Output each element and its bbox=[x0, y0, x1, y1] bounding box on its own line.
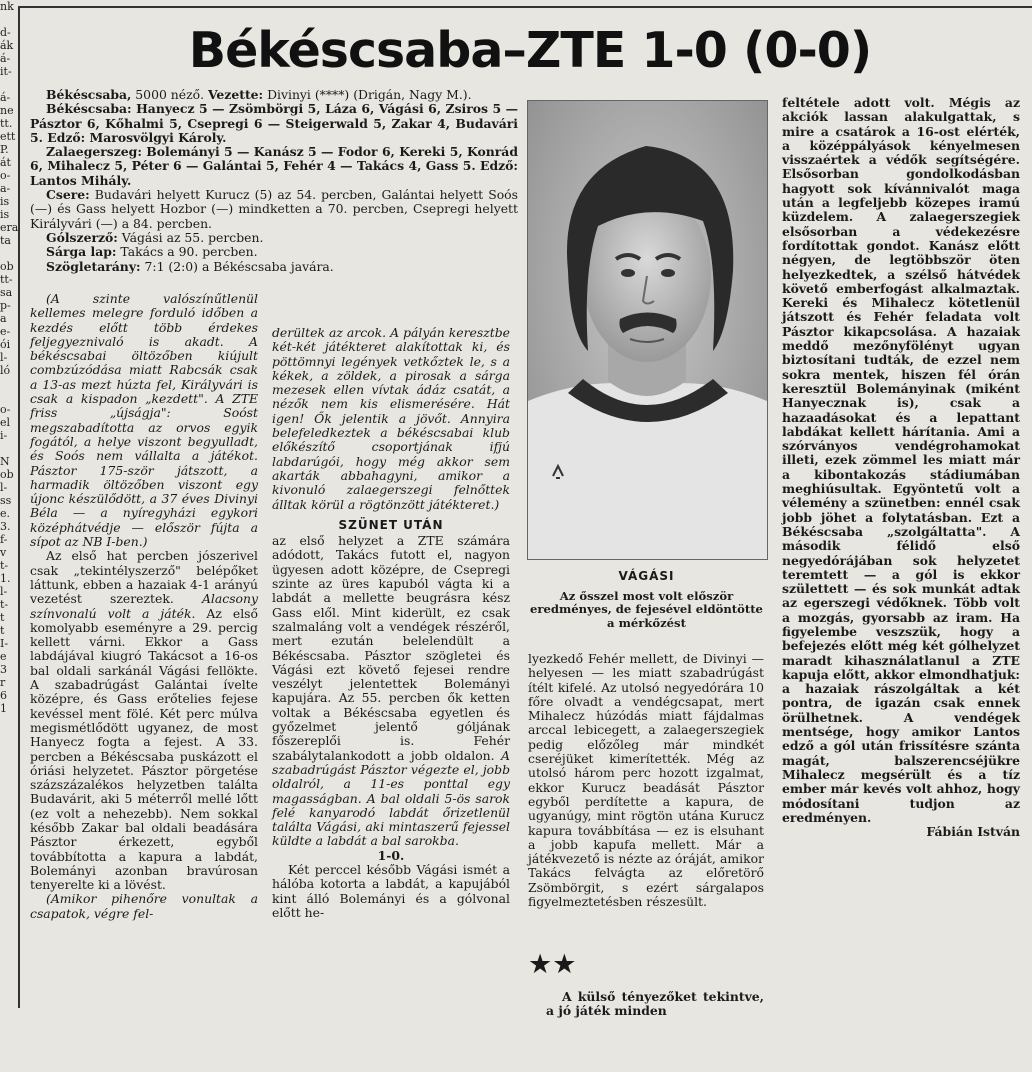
venue-city: Békéscsaba, bbox=[46, 87, 132, 102]
analysis-intro: A külső tényezőket tekintve, a jó játék minden bbox=[546, 989, 764, 1019]
home-team-label: Békéscsaba: bbox=[46, 101, 132, 117]
photo-caption bbox=[527, 570, 766, 630]
first-half-verdict: Alacsony színvonalú volt a játék. bbox=[30, 591, 258, 621]
home-lineup: Hanyecz 5 — Zsömbörgi 5, Láza 6, Vágási 6, Zsiros 5 — Pásztor 6, Kőhalmi 5, Csepregi 6 — Steigerwald 5, Zakar 4, Budavári 5. Edző: Marosvölgyi Károly. bbox=[30, 101, 518, 145]
subs-label: Csere: bbox=[46, 187, 90, 203]
second-half-text-2: Két perccel később Vágási ismét a hálóba kotorta a labdát, a kapujából kint álló Bolemányi és a gólvonal előtt he- bbox=[272, 861, 510, 920]
article-column-4 bbox=[782, 96, 1020, 839]
first-half-text-b: Az első komolyabb eseményre a 29. percig kellett várni. Ekkor a Gass labdájával kiugró Takácsot a 16-os bal oldali sarkánál Vágási fellökte. A szabadrúgást Galántai ívelte középre, és Gass erőtelies fejese kevéssel ment fölé. Két perc múlva megismétlődött ugyanez, de most Hanyecz fogta a fejest. A 33. percben a Békéscsaba puskázott el óriási helyzetet. Pásztor pörgetése százszázalékos helyzetben találta Budavárit, aki 5 méterről mellé lőtt (ez volt a nehezebb). Nem sokkal később Zakar bal oldali beadására Pásztor érkezett, egyből továbbította a kapura a labdát, Bolemányi azonban bravúrosan tenyerelte ki a lövést. bbox=[30, 605, 258, 893]
analysis-text: feltétele adott volt. Mégis az akciók lassan alakulgattak, s mire a csatárok a 16-ost elérték, a középpályások kényelmesen visszaértek a védők segítségére. Elsősorban gondolkodásban hagyott sok kívánnivalót maga után a legfeljebb közepes iramú küzdelem. A zalaegerszegiek elsősorban a védekezésre fordítottak gondot. Kanász előtt négyen, de legtöbbször öten helyezkedtek, a szélső hátvédek követő emberfogást alkalmaztak. Kereki és Mihalecz kötetlenül játszott és Fehér feladata volt Pásztor kikapcsolása. A hazaiak meddő mezőnyfölényt ugyan biztosítani tudták, de ezzel nem sokra mentek, hiszen fél órán keresztül Bolemányinak (miként Hanyecznak is), csak a hazaadásokat és a lepattant labdákat kellett hárítania. Ami a szórványos vendégrohamokat illeti, ezek zömmel les miatt már a kibontakozás stádiumában meghiúsultak. Egyöntetű volt a vélemény a szünetben: ennél csak jobb jöhet a folytatásban. Ezt a Békéscsaba „szolgáltatta". A második félidő első negyedórájában sok helyzetet teremtett — a gól is ekkor születtett — és sok munkát adtak az egerszegi védőknek. Több volt a mozgás, gyorsabb az iram. Ha figyelembe veszszük, hogy a befejezés előtt még két gólhelyzet maradt kihasználatlanul a ZTE kapuja előtt, akkor elmondhatjuk: a hazaiak rászolgáltak a két pontra, de igazán csak ennek örülhetnek. A vendégek mentsége, hogy amikor Lantos edző a gól után frissítésre szánta magát, balszerencséjükre Mihalecz megsérült és a tíz ember már kevés volt ahhoz, hogy módosítani tudjon az eredményen. bbox=[782, 95, 1020, 825]
article-column-3 bbox=[528, 652, 764, 909]
goal-description: A szabadrúgást Pásztor végezte el, jobb oldalról, a 11-es ponttal egy magasságban. A bal oldali 5-ös sarok felé kanyarodó labdát őrizetlenül találta Vágási, aki mintaszerű fejessel küldte a labdát a bal sarokba. bbox=[272, 747, 510, 849]
late-game-text: lyezkedő Fehér mellett, de Divinyi — helyesen — les miatt szabadrúgást ítélt kifelé. Az utolsó negyedórára 10 főre olvadt a vendégcsapat, mert Mihalecz húzódás miatt fájdalmas arccal lebicegett, a zalaegerszegiek pedig előzőleg már mindkét cseréjüket kimerítették. Még az utolsó három perc hozott izgalmat, ekkor Kurucz beadását Pásztor egyből perdítette a kapura, de ugyanúgy, mint rögtön utána Kurucz kapura továbbítása — ez is elsuhant a jobb kapufa mellett. Már a játékvezető is nézte az óráját, amikor Takács felvágta az előretörő Zsömbörgit, s ezért sárgalapos figyelmeztetésben részesült. bbox=[528, 651, 764, 910]
page-rule-top bbox=[18, 6, 1032, 8]
yellow-card-label: Sárga lap: bbox=[46, 244, 117, 260]
halftime-notes-end: derültek az arcok. A pályán keresztbe két-két játékteret alakítottak ki, és pöttömnyi legények vetkőztek le, s a kékek, a zöldek, a pirosak a sárga mezesek ellen vívtak ádáz csatát, a nézők nem kis elismerésére. Hát igen! Ők jelentik a jövőt. Annyira belefeledkeztek a békéscsabai klub előkészítő csoportjának ifjú labdarúgói, hogy még akkor sem akarták abbahagyni, amikor a kivonuló zalaegerszegi felnőttek álltak körül a rögtönzött játékteret.) bbox=[272, 325, 510, 512]
scorer-text: Vágási az 55. percben. bbox=[117, 229, 264, 245]
corners-text: 7:1 (2:0) a Békéscsaba javára. bbox=[140, 258, 334, 274]
player-photo bbox=[527, 100, 768, 560]
yellow-card-text: Takács a 90. percben. bbox=[116, 244, 258, 260]
referee-text: Divinyi (****) (Drigán, Nagy M.). bbox=[263, 87, 472, 102]
referee-label: Vezette: bbox=[207, 87, 264, 102]
venue-attendance: 5000 néző. bbox=[131, 87, 208, 102]
column-rule-left bbox=[18, 8, 20, 1008]
corners-label: Szögletarány: bbox=[46, 258, 141, 274]
match-info-box bbox=[30, 88, 518, 274]
player-portrait-image bbox=[528, 101, 767, 559]
article-column-3-end bbox=[546, 990, 764, 1019]
halftime-notes-start: (Amikor pihenőre vonultak a csapatok, végre fel- bbox=[30, 891, 258, 921]
score-line: 1-0. bbox=[377, 847, 405, 863]
first-half-text-a: Az első hat percben jószerivel csak „tekintélyszerző" belépőket láttunk, ebben a hazaiak 4-1 arányú vezetést szereztek. bbox=[30, 548, 258, 607]
article-column-2 bbox=[272, 326, 510, 920]
away-team-label: Zalaegerszeg: bbox=[46, 144, 142, 160]
pre-match-notes: (A szinte valószínűtlenül kellemes melegre forduló időben a kezdés előtt több érdekes feljegyeznivaló is akadt. A békéscsabai öltözőben kiújult combzúzódása miatt Rabcsák csak a 13-as mezt húzta fel, Királyvári is csak a kispadon „kezdett". A ZTE friss „újságja": Soóst megszabadította az orvos egyik fogától, a helye viszont begyulladt, és Soós nem vállalta a játékot. Pásztor 175-ször játszott, a harmadik öltözőben viszont egy újonc készülődött, a 37 éves Divinyi Béla — a nyíregyházi egykori középhátvédje — először fújta a sípot az NB I-ben.) bbox=[30, 291, 258, 550]
subs-text: Budavári helyett Kurucz (5) az 54. percben, Galántai helyett Soós (—) és Gass helyett Hozbor (—) mindketten a 70. percben, Csepregi helyett Királyvári (—) a 84. percben. bbox=[30, 187, 518, 231]
away-lineup: Bolemányi 5 — Kanász 5 — Fodor 6, Kereki 5, Konrád 6, Mihalecz 5, Péter 6 — Galántai 5, Fehér 4 — Takács 4, Gass 5. Edző: Lantos Mihály. bbox=[30, 144, 518, 188]
author-signature: Fábián István bbox=[926, 824, 1020, 840]
caption-text: Az ősszel most volt először eredményes, de fejesével eldöntötte a mérkőzést bbox=[530, 588, 763, 630]
caption-player-name: VÁGÁSI bbox=[618, 569, 675, 583]
article-column-1 bbox=[30, 292, 258, 921]
second-half-text: az első helyzet a ZTE számára adódott, Takács futott el, nagyon ügyesen adott középre, de Csepregi szinte az üres kapuból vágta ki a labdát a mellette beugrásra kész Gass elől. Mint kiderült, ez csak szalmaláng volt a vendégek részéről, mert ezután belelendült a Békéscsaba. Pásztor szögletei és Vágási ezt követő fejesei rendre veszélyt jelentettek Bolemányi kapujára. Az 55. percben ők ketten voltak a Békéscsaba egyetlen és győzelmet jelentő góljának főszereplői is. Fehér szabálytalankodott a jobb oldalon. bbox=[272, 533, 510, 763]
scorer-label: Gólszerző: bbox=[46, 229, 118, 245]
previous-column-fragment: nk d- ák á- it- á- ne tt. ett P. át o- a- is is era ta ob tt- sa p- a e- ói l- ló o- el i- N ob l- ss e. 3. f- v t- 1. l- t- t t I- e 3 r 6 1 bbox=[0, 0, 19, 715]
subheading-second-half: SZÜNET UTÁN bbox=[338, 517, 444, 532]
article-headline: Békéscsaba–ZTE 1-0 (0-0) bbox=[188, 22, 872, 79]
rating-stars: ★★ bbox=[528, 949, 577, 980]
